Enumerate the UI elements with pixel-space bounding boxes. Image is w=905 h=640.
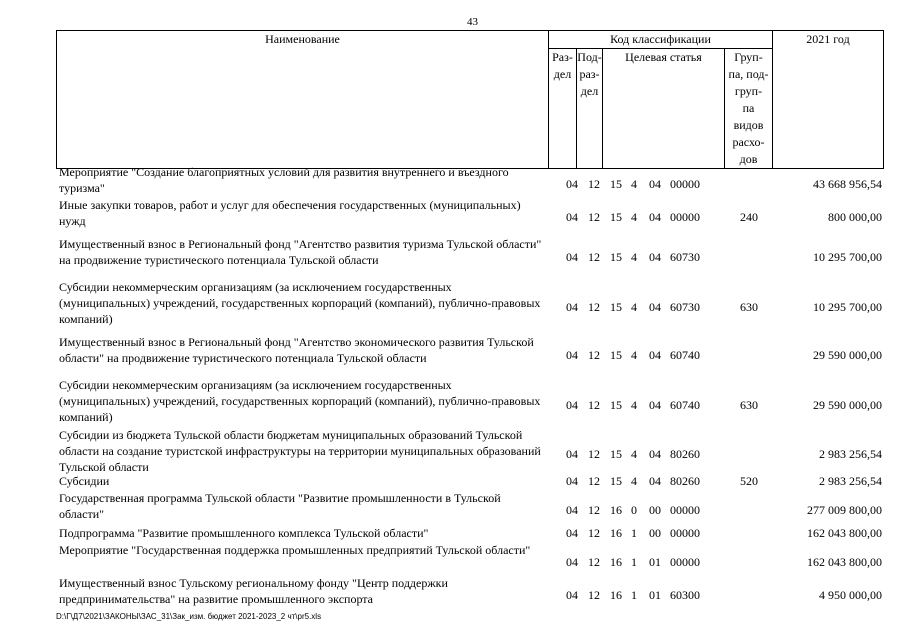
table-row — [56, 473, 886, 490]
row-code-p: 12 — [588, 525, 600, 540]
row-code-p: 12 — [588, 348, 600, 362]
row-code-c3: 04 — [649, 209, 661, 224]
page-number: 43 — [467, 16, 478, 28]
row-code-p: 12 — [588, 473, 600, 488]
row-name: Иные закупки товаров, работ и услуг для обеспечения государственных (муниципальных) нужд — [59, 198, 521, 228]
row-code-c1: 15 — [610, 209, 622, 224]
row-code-p: 12 — [588, 398, 600, 412]
row-name: Имущественный взнос Тульскому региональному фонду "Центр поддержки предпринимательства" на развитие промышленного экспорта — [59, 576, 448, 606]
table-row — [56, 575, 886, 608]
row-code-c3: 04 — [649, 473, 661, 488]
table-row — [56, 334, 886, 370]
row-code-g: 630 — [740, 300, 758, 314]
row-amount: 29 590 000,00 — [813, 398, 882, 412]
row-code-c3: 04 — [649, 250, 661, 264]
row-code-p: 12 — [588, 554, 600, 569]
row-code-c2: 4 — [631, 348, 637, 362]
row-code-r: 04 — [566, 300, 578, 314]
row-code-c1: 15 — [610, 447, 622, 461]
row-code-c2: 0 — [631, 503, 637, 517]
row-name: Подпрограмма "Развитие промышленного комплекса Тульской области" — [59, 526, 429, 540]
row-code-c4: 00000 — [670, 503, 700, 517]
row-amount: 277 009 800,00 — [807, 503, 882, 517]
row-name: Государственная программа Тульской области "Развитие промышленности в Тульской области" — [59, 491, 501, 521]
row-amount: 43 668 956,54 — [813, 176, 882, 191]
row-code-r: 04 — [566, 587, 578, 602]
header-group: Груп- па, под- груп- па видов расхо- дов — [725, 49, 773, 169]
row-code-c3: 04 — [649, 300, 661, 314]
row-code-g: 630 — [740, 398, 758, 412]
row-amount: 162 043 800,00 — [807, 525, 882, 540]
row-code-r: 04 — [566, 209, 578, 224]
row-code-r: 04 — [566, 398, 578, 412]
row-amount: 800 000,00 — [828, 209, 882, 224]
row-code-c2: 4 — [631, 447, 637, 461]
row-code-c3: 04 — [649, 398, 661, 412]
table-row — [56, 427, 886, 475]
row-code-c4: 60730 — [670, 250, 700, 264]
row-amount: 4 950 000,00 — [819, 587, 882, 602]
row-amount: 10 295 700,00 — [813, 250, 882, 264]
row-name: Субсидии некоммерческим организациям (за исключением государственных (муниципальных) учреждений, государственных корпораций (компаний), публично-правовых компаний) — [59, 378, 541, 424]
row-name: Субсидии некоммерческим организациям (за исключением государственных (муниципальных) учреждений, государственных корпораций (компаний), публично-правовых компаний) — [59, 280, 541, 326]
row-code-p: 12 — [588, 209, 600, 224]
row-code-c1: 15 — [610, 348, 622, 362]
row-code-r: 04 — [566, 447, 578, 461]
row-code-c3: 04 — [649, 348, 661, 362]
row-code-c3: 01 — [649, 554, 661, 569]
table-row — [56, 490, 886, 524]
table-row — [56, 197, 886, 230]
header-code: Код классификации — [549, 31, 773, 49]
row-code-c3: 00 — [649, 503, 661, 517]
row-code-c4: 60740 — [670, 348, 700, 362]
row-code-c3: 04 — [649, 176, 661, 191]
row-code-c1: 15 — [610, 250, 622, 264]
row-code-c3: 04 — [649, 447, 661, 461]
row-code-c1: 16 — [610, 587, 622, 602]
row-name: Субсидии — [59, 474, 110, 488]
table-header — [56, 30, 884, 169]
row-code-p: 12 — [588, 503, 600, 517]
row-code-c2: 1 — [631, 525, 637, 540]
table-row — [56, 236, 886, 272]
row-name: Имущественный взнос в Региональный фонд "Агентство развития туризма Тульской области" на продвижение туристического потенциала Тульской области — [59, 237, 542, 267]
row-code-c1: 15 — [610, 398, 622, 412]
row-amount: 2 983 256,54 — [819, 473, 882, 488]
table-row — [56, 525, 886, 542]
header-razdel: Раз- дел — [549, 49, 577, 169]
row-name: Имущественный взнос в Региональный фонд "Агентство экономического развития Тульской области" на продвижение туристического потенциала Тульской области — [59, 335, 534, 365]
row-code-c4: 00000 — [670, 209, 700, 224]
row-code-c2: 4 — [631, 473, 637, 488]
row-code-c2: 4 — [631, 300, 637, 314]
row-code-c2: 1 — [631, 587, 637, 602]
row-code-c4: 60300 — [670, 587, 700, 602]
header-target: Целевая статья — [603, 49, 725, 169]
table-row — [56, 377, 886, 427]
row-code-r: 04 — [566, 348, 578, 362]
row-code-c4: 80260 — [670, 447, 700, 461]
row-code-r: 04 — [566, 473, 578, 488]
table-row — [56, 164, 886, 197]
row-code-p: 12 — [588, 300, 600, 314]
row-amount: 29 590 000,00 — [813, 348, 882, 362]
table-row — [56, 542, 886, 575]
row-code-c2: 4 — [631, 176, 637, 191]
row-code-c4: 00000 — [670, 176, 700, 191]
row-code-c2: 4 — [631, 250, 637, 264]
row-code-r: 04 — [566, 250, 578, 264]
row-code-c4: 60730 — [670, 300, 700, 314]
table-row — [56, 279, 886, 329]
row-code-p: 12 — [588, 587, 600, 602]
row-code-r: 04 — [566, 503, 578, 517]
row-name: Субсидии из бюджета Тульской области бюджетам муниципальных образований Тульской области на создание туристской инфраструктуры на территории муниципальных образований Тульской области — [59, 428, 541, 474]
row-code-c4: 80260 — [670, 473, 700, 488]
header-name: Наименование — [57, 31, 549, 169]
row-code-c2: 1 — [631, 554, 637, 569]
file-path: D:\Г\Д7\2021\ЗАКОНЫ\ЗАС_31\Зак_изм. бюджет 2021-2023_2 чт\pr5.xls — [56, 612, 322, 621]
row-code-r: 04 — [566, 176, 578, 191]
row-name: Мероприятие "Создание благоприятных условий для развития внутреннего и въездного туризма" — [59, 165, 509, 195]
header-year: 2021 год — [773, 31, 884, 169]
row-code-c3: 01 — [649, 587, 661, 602]
row-code-g: 240 — [740, 209, 758, 224]
header-podrazdel: Под- раз- дел — [577, 49, 603, 169]
row-code-c1: 15 — [610, 176, 622, 191]
row-code-c2: 4 — [631, 398, 637, 412]
row-code-c1: 15 — [610, 300, 622, 314]
row-code-r: 04 — [566, 525, 578, 540]
row-code-p: 12 — [588, 447, 600, 461]
row-code-c4: 00000 — [670, 525, 700, 540]
row-code-c4: 00000 — [670, 554, 700, 569]
row-code-r: 04 — [566, 554, 578, 569]
row-name: Мероприятие "Государственная поддержка промышленных предприятий Тульской области" — [59, 543, 531, 557]
row-code-p: 12 — [588, 250, 600, 264]
row-code-c2: 4 — [631, 209, 637, 224]
row-code-c1: 15 — [610, 473, 622, 488]
row-code-c3: 00 — [649, 525, 661, 540]
row-amount: 162 043 800,00 — [807, 554, 882, 569]
row-amount: 2 983 256,54 — [819, 447, 882, 461]
row-code-g: 520 — [740, 473, 758, 488]
row-code-p: 12 — [588, 176, 600, 191]
row-code-c1: 16 — [610, 503, 622, 517]
row-code-c1: 16 — [610, 554, 622, 569]
row-code-c1: 16 — [610, 525, 622, 540]
row-amount: 10 295 700,00 — [813, 300, 882, 314]
row-code-c4: 60740 — [670, 398, 700, 412]
